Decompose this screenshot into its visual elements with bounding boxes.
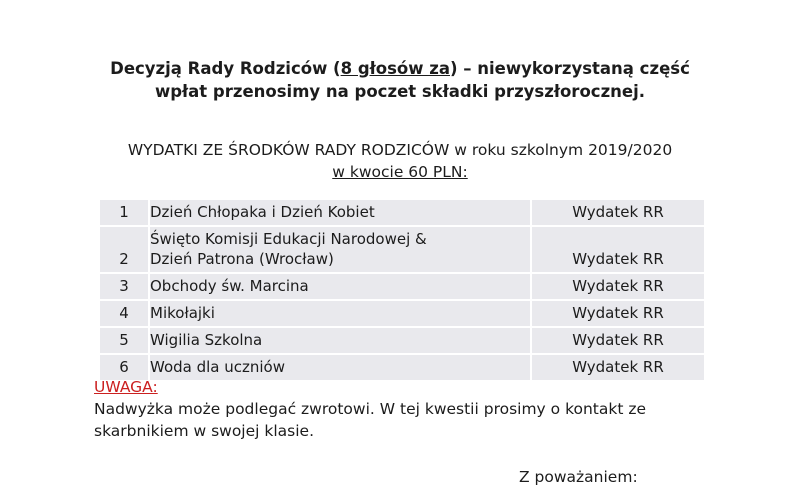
row-description-cell: Woda dla uczniów	[150, 355, 530, 380]
row-number-cell: 4	[100, 301, 148, 326]
row-number-cell: 5	[100, 328, 148, 353]
table-row	[100, 200, 704, 225]
row-type-cell: Wydatek RR	[532, 227, 704, 272]
table-row	[100, 227, 704, 272]
row-number-cell: 1	[100, 200, 148, 225]
table-row	[100, 274, 704, 299]
notice-body-line1: Nadwyżka może podlegać zwrotowi. W tej kwestii prosimy o kontakt ze	[94, 400, 647, 418]
votes-underlined-text: 8 głosów za	[340, 59, 450, 78]
expenses-title-line1: WYDATKI ZE ŚRODKÓW RADY RODZICÓW w roku szkolnym 2019/2020	[127, 141, 673, 159]
notice-label: UWAGA:	[94, 378, 158, 396]
expenses-title	[0, 139, 800, 183]
table-row	[100, 328, 704, 353]
row-description-cell: Mikołajki	[150, 301, 530, 326]
closing-text: Z poważaniem:	[519, 468, 638, 486]
row-number-cell: 3	[100, 274, 148, 299]
row-type-cell: Wydatek RR	[532, 328, 704, 353]
decision-heading-line2: wpłat przenosimy na poczet składki przyszłorocznej.	[154, 82, 646, 101]
table-row	[100, 301, 704, 326]
decision-heading-line1	[0, 57, 800, 80]
row-type-cell: Wydatek RR	[532, 200, 704, 225]
row-description-cell: Wigilia Szkolna	[150, 328, 530, 353]
row-description-cell: Dzień Chłopaka i Dzień Kobiet	[150, 200, 530, 225]
row-type-cell: Wydatek RR	[532, 355, 704, 380]
row-description-cell: Święto Komisji Edukacji Narodowej & Dzień Patrona (Wrocław)	[150, 227, 530, 272]
row-number-cell: 2	[100, 227, 148, 272]
decision-line1-suffix: ) – niewykorzystaną część	[449, 59, 690, 78]
row-type-cell: Wydatek RR	[532, 274, 704, 299]
row-number-cell: 6	[100, 355, 148, 380]
expenses-amount-underlined: w kwocie 60 PLN:	[332, 163, 468, 181]
notice-section	[94, 376, 646, 442]
expenses-table	[98, 198, 706, 382]
decision-heading	[0, 57, 800, 103]
row-type-cell: Wydatek RR	[532, 301, 704, 326]
decision-line1-prefix: Decyzją Rady Rodziców (	[110, 59, 341, 78]
notice-body-line2: skarbnikiem w swojej klasie.	[94, 422, 315, 440]
row-description-cell: Obchody św. Marcina	[150, 274, 530, 299]
